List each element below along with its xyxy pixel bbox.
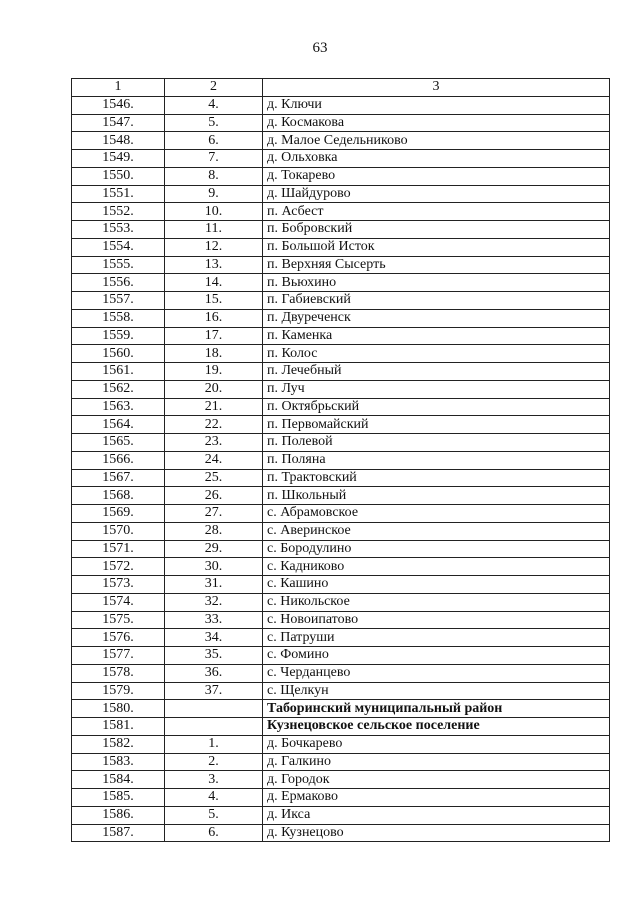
settlement-name-cell: Кузнецовское сельское поселение <box>263 718 610 736</box>
settlement-name-cell: с. Кашино <box>263 576 610 594</box>
row-number-cell: 1581. <box>72 718 165 736</box>
local-number-cell: 15. <box>165 292 263 310</box>
table-row <box>72 256 610 274</box>
settlement-name-cell: п. Октябрьский <box>263 398 610 416</box>
local-number-cell: 1. <box>165 735 263 753</box>
table-row <box>72 718 610 736</box>
local-number-cell: 31. <box>165 576 263 594</box>
table-row <box>72 167 610 185</box>
table-row <box>72 292 610 310</box>
local-number-cell: 27. <box>165 505 263 523</box>
row-number-cell: 1547. <box>72 114 165 132</box>
local-number-cell: 26. <box>165 487 263 505</box>
local-number-cell: 12. <box>165 238 263 256</box>
row-number-cell: 1578. <box>72 664 165 682</box>
settlement-name-cell: п. Колос <box>263 345 610 363</box>
local-number-cell: 23. <box>165 434 263 452</box>
row-number-cell: 1551. <box>72 185 165 203</box>
table-row <box>72 824 610 842</box>
table-row <box>72 416 610 434</box>
row-number-cell: 1563. <box>72 398 165 416</box>
local-number-cell: 13. <box>165 256 263 274</box>
local-number-cell: 5. <box>165 114 263 132</box>
row-number-cell: 1554. <box>72 238 165 256</box>
row-number-cell: 1561. <box>72 363 165 381</box>
row-number-cell: 1575. <box>72 611 165 629</box>
settlement-name-cell: п. Лечебный <box>263 363 610 381</box>
row-number-cell: 1549. <box>72 150 165 168</box>
local-number-cell: 36. <box>165 664 263 682</box>
local-number-cell: 18. <box>165 345 263 363</box>
local-number-cell: 4. <box>165 789 263 807</box>
settlement-name-cell: д. Малое Седельниково <box>263 132 610 150</box>
row-number-cell: 1569. <box>72 505 165 523</box>
local-number-cell: 2. <box>165 753 263 771</box>
table-row <box>72 789 610 807</box>
local-number-cell: 22. <box>165 416 263 434</box>
row-number-cell: 1572. <box>72 558 165 576</box>
table-row <box>72 505 610 523</box>
local-number-cell: 37. <box>165 682 263 700</box>
table-row <box>72 451 610 469</box>
settlement-name-cell: д. Ермаково <box>263 789 610 807</box>
row-number-cell: 1571. <box>72 540 165 558</box>
local-number-cell: 8. <box>165 167 263 185</box>
local-number-cell: 4. <box>165 96 263 114</box>
table-body <box>72 79 610 842</box>
settlement-name-cell: п. Поляна <box>263 451 610 469</box>
table-row <box>72 700 610 718</box>
row-number-cell: 1576. <box>72 629 165 647</box>
settlement-name-cell: д. Галкино <box>263 753 610 771</box>
table-row <box>72 806 610 824</box>
local-number-cell: 11. <box>165 221 263 239</box>
settlement-name-cell: с. Щелкун <box>263 682 610 700</box>
settlement-name-cell: д. Кузнецово <box>263 824 610 842</box>
settlement-name-cell: с. Кадниково <box>263 558 610 576</box>
settlement-name-cell: п. Школьный <box>263 487 610 505</box>
local-number-cell: 6. <box>165 824 263 842</box>
row-number-cell: 1584. <box>72 771 165 789</box>
settlement-name-cell: п. Двуреченск <box>263 309 610 327</box>
table-row <box>72 185 610 203</box>
table-row <box>72 345 610 363</box>
table-row <box>72 629 610 647</box>
local-number-cell: 29. <box>165 540 263 558</box>
row-number-cell: 1579. <box>72 682 165 700</box>
row-number-cell: 1568. <box>72 487 165 505</box>
row-number-cell: 1559. <box>72 327 165 345</box>
row-number-cell: 1567. <box>72 469 165 487</box>
row-number-cell: 1582. <box>72 735 165 753</box>
local-number-cell: 34. <box>165 629 263 647</box>
table-row <box>72 96 610 114</box>
row-number-cell: 1570. <box>72 522 165 540</box>
row-number-cell: 1548. <box>72 132 165 150</box>
settlement-name-cell: д. Ключи <box>263 96 610 114</box>
settlement-name-cell: п. Асбест <box>263 203 610 221</box>
row-number-cell: 1560. <box>72 345 165 363</box>
settlement-name-cell: с. Абрамовское <box>263 505 610 523</box>
settlement-name-cell: с. Аверинское <box>263 522 610 540</box>
local-number-cell <box>165 700 263 718</box>
local-number-cell: 20. <box>165 380 263 398</box>
row-number-cell: 1586. <box>72 806 165 824</box>
settlement-name-cell: д. Бочкарево <box>263 735 610 753</box>
local-number-cell: 6. <box>165 132 263 150</box>
local-number-cell: 35. <box>165 647 263 665</box>
table-row <box>72 753 610 771</box>
local-number-cell: 3. <box>165 771 263 789</box>
row-number-cell: 1556. <box>72 274 165 292</box>
row-number-cell: 1564. <box>72 416 165 434</box>
row-number-cell: 1552. <box>72 203 165 221</box>
settlement-name-cell: Таборинский муниципальный район <box>263 700 610 718</box>
table-row <box>72 238 610 256</box>
table-row <box>72 682 610 700</box>
local-number-cell <box>165 718 263 736</box>
table-row <box>72 309 610 327</box>
table-row <box>72 664 610 682</box>
local-number-cell: 16. <box>165 309 263 327</box>
column-header-2: 2 <box>165 79 263 97</box>
table-row <box>72 398 610 416</box>
row-number-cell: 1550. <box>72 167 165 185</box>
local-number-cell: 30. <box>165 558 263 576</box>
row-number-cell: 1555. <box>72 256 165 274</box>
column-header-3: 3 <box>263 79 610 97</box>
table-row <box>72 380 610 398</box>
local-number-cell: 25. <box>165 469 263 487</box>
table-row <box>72 540 610 558</box>
row-number-cell: 1577. <box>72 647 165 665</box>
settlement-name-cell: д. Шайдурово <box>263 185 610 203</box>
local-number-cell: 5. <box>165 806 263 824</box>
settlement-name-cell: д. Токарево <box>263 167 610 185</box>
settlement-name-cell: п. Верхняя Сысерть <box>263 256 610 274</box>
table-row <box>72 203 610 221</box>
table-row <box>72 132 610 150</box>
table-row <box>72 114 610 132</box>
settlement-name-cell: д. Космакова <box>263 114 610 132</box>
settlement-name-cell: с. Патруши <box>263 629 610 647</box>
row-number-cell: 1587. <box>72 824 165 842</box>
row-number-cell: 1562. <box>72 380 165 398</box>
row-number-cell: 1557. <box>72 292 165 310</box>
table-row <box>72 221 610 239</box>
settlement-name-cell: п. Вьюхино <box>263 274 610 292</box>
table-row <box>72 771 610 789</box>
table-row <box>72 593 610 611</box>
settlement-name-cell: п. Трактовский <box>263 469 610 487</box>
settlement-name-cell: п. Каменка <box>263 327 610 345</box>
table-row <box>72 363 610 381</box>
row-number-cell: 1553. <box>72 221 165 239</box>
local-number-cell: 19. <box>165 363 263 381</box>
row-number-cell: 1585. <box>72 789 165 807</box>
column-header-1: 1 <box>72 79 165 97</box>
row-number-cell: 1546. <box>72 96 165 114</box>
settlement-name-cell: с. Никольское <box>263 593 610 611</box>
table-row <box>72 647 610 665</box>
settlement-name-cell: д. Ольховка <box>263 150 610 168</box>
settlement-name-cell: п. Габиевский <box>263 292 610 310</box>
row-number-cell: 1558. <box>72 309 165 327</box>
table-row <box>72 469 610 487</box>
settlement-name-cell: с. Бородулино <box>263 540 610 558</box>
table-row <box>72 558 610 576</box>
local-number-cell: 17. <box>165 327 263 345</box>
local-number-cell: 21. <box>165 398 263 416</box>
settlements-table <box>71 78 610 842</box>
local-number-cell: 33. <box>165 611 263 629</box>
row-number-cell: 1583. <box>72 753 165 771</box>
table-row <box>72 327 610 345</box>
local-number-cell: 7. <box>165 150 263 168</box>
row-number-cell: 1573. <box>72 576 165 594</box>
settlement-name-cell: с. Новоипатово <box>263 611 610 629</box>
table-row <box>72 150 610 168</box>
row-number-cell: 1574. <box>72 593 165 611</box>
settlement-name-cell: с. Черданцево <box>263 664 610 682</box>
local-number-cell: 24. <box>165 451 263 469</box>
settlement-name-cell: п. Бобровский <box>263 221 610 239</box>
local-number-cell: 10. <box>165 203 263 221</box>
table-row <box>72 434 610 452</box>
settlement-name-cell: п. Полевой <box>263 434 610 452</box>
settlement-name-cell: п. Луч <box>263 380 610 398</box>
table-header-row <box>72 79 610 97</box>
table-row <box>72 487 610 505</box>
row-number-cell: 1566. <box>72 451 165 469</box>
table-row <box>72 611 610 629</box>
table-row <box>72 522 610 540</box>
row-number-cell: 1580. <box>72 700 165 718</box>
table-row <box>72 735 610 753</box>
table-row <box>72 274 610 292</box>
settlement-name-cell: п. Большой Исток <box>263 238 610 256</box>
table-row <box>72 576 610 594</box>
settlement-name-cell: д. Икса <box>263 806 610 824</box>
local-number-cell: 14. <box>165 274 263 292</box>
local-number-cell: 32. <box>165 593 263 611</box>
settlement-name-cell: с. Фомино <box>263 647 610 665</box>
local-number-cell: 9. <box>165 185 263 203</box>
row-number-cell: 1565. <box>72 434 165 452</box>
settlement-name-cell: д. Городок <box>263 771 610 789</box>
page-number: 63 <box>312 40 328 56</box>
local-number-cell: 28. <box>165 522 263 540</box>
settlement-name-cell: п. Первомайский <box>263 416 610 434</box>
